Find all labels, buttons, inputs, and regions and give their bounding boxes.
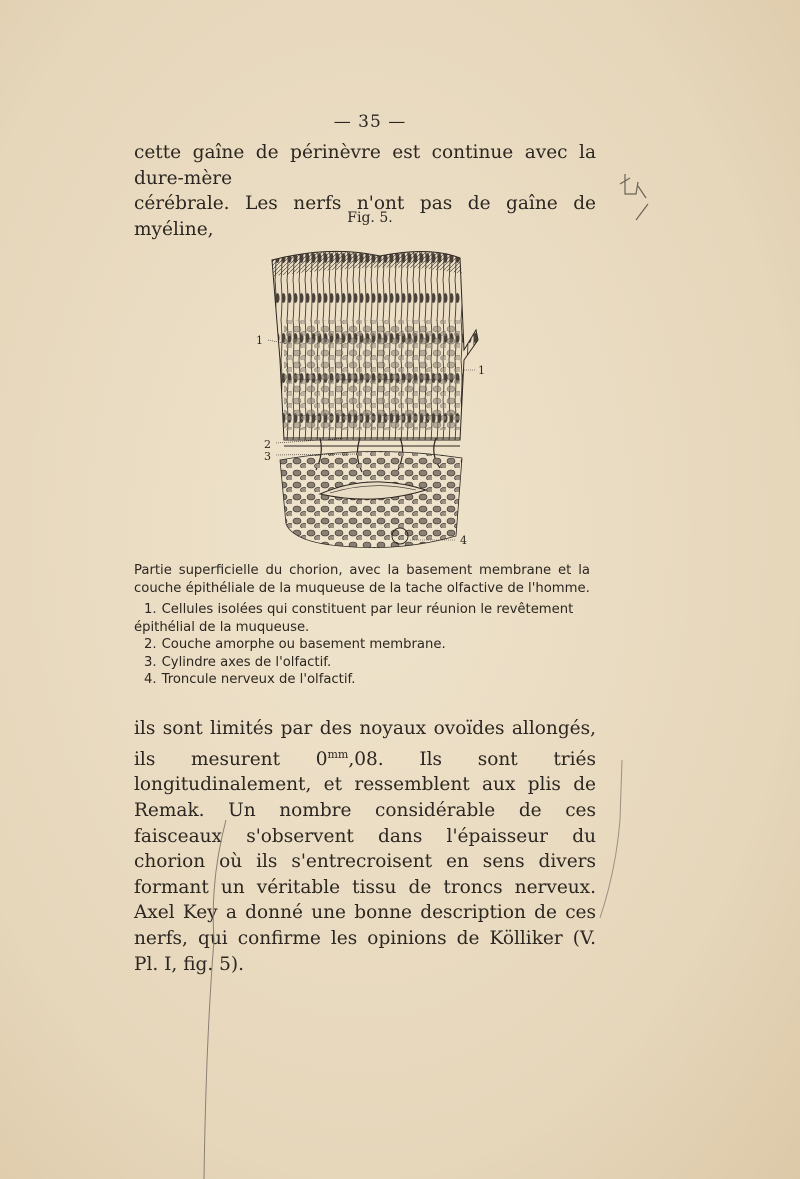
pencil-margin-line bbox=[196, 820, 236, 1179]
page-number: — 35 — bbox=[333, 112, 407, 132]
unit-superscript: mm bbox=[327, 747, 349, 761]
callout-4: 4 bbox=[460, 534, 467, 547]
legend-item bbox=[134, 671, 590, 689]
legend-item bbox=[134, 636, 590, 654]
caption-intro: Partie superficielle du chorion, avec la basement membrane et la couche épithéliale de la muqueuse de la tache olfactive de l'homme. bbox=[134, 563, 590, 596]
legend-number: 4. bbox=[144, 672, 157, 687]
histology-illustration bbox=[250, 240, 490, 558]
legend-number: 2. bbox=[144, 637, 157, 652]
pencil-margin-line bbox=[596, 760, 626, 920]
figure-caption bbox=[134, 562, 590, 689]
callout-1-left: 1 bbox=[256, 334, 263, 347]
callout-2: 2 bbox=[264, 438, 271, 451]
legend-number: 1. bbox=[144, 602, 157, 617]
legend-item bbox=[134, 601, 590, 636]
legend-text: Cylindre axes de l'olfactif. bbox=[161, 654, 332, 670]
text-segment: ils sont limités par des noyaux ovoïdes allongés, ils mesurent 0 bbox=[134, 718, 596, 770]
caption-legend bbox=[134, 601, 590, 689]
legend-text: Cellules isolées qui constituent par leur réunion le revêtement épithélial de la muqueuse. bbox=[134, 602, 574, 635]
text-line: cette gaîne de périnèvre est continue avec la dure-mère bbox=[134, 142, 596, 189]
text-line: cérébrale. Les nerfs n'ont pas de gaîne de myéline, bbox=[134, 193, 596, 240]
callout-3: 3 bbox=[264, 450, 271, 463]
text-segment: ,08. Ils sont triés longitudinalement, et ressemblent aux plis de Remak. Un nombre considérable de ces faisceaux s'observent dans l'épaisseur du chorion où ils s'entrecroisent en sens divers formant un véritable tissu de troncs nerveux. Axel Key a donné une bonne description de ces nerfs, qui confirme les opinions de Kölliker (V. Pl. I, fig. 5). bbox=[134, 748, 597, 975]
legend-text: Troncule nerveux de l'olfactif. bbox=[161, 672, 356, 687]
legend-item bbox=[134, 654, 590, 672]
figure-label: Fig. 5. bbox=[347, 210, 393, 226]
top-paragraph bbox=[134, 140, 596, 242]
callout-1-right: 1 bbox=[478, 364, 485, 377]
legend-number: 3. bbox=[144, 654, 157, 670]
legend-text: Couche amorphe ou basement membrane. bbox=[161, 637, 446, 652]
